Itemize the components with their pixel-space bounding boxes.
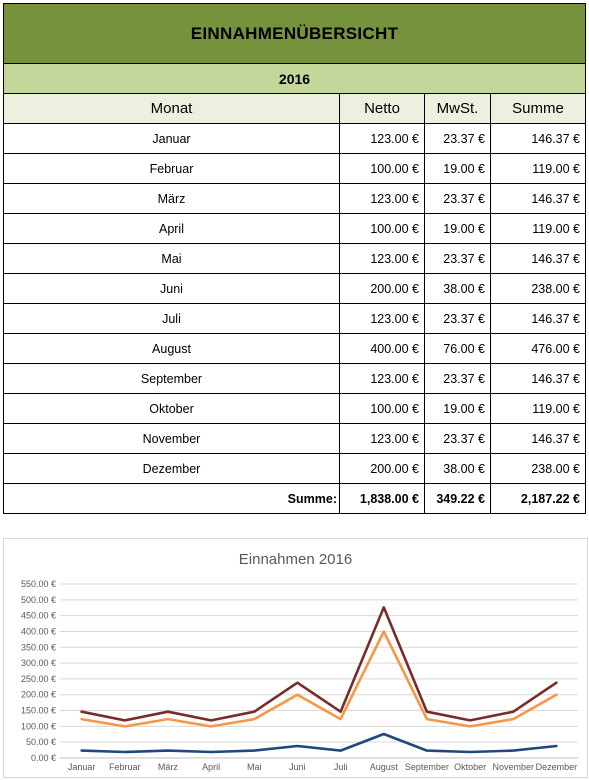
- cell-net[interactable]: 123.00 €: [340, 424, 425, 454]
- y-tick-label: 100.00 €: [20, 721, 56, 732]
- y-tick-label: 50.00 €: [25, 737, 56, 748]
- table-row: [4, 394, 586, 424]
- x-tick-label: Juli: [333, 762, 348, 772]
- x-tick-label: März: [157, 762, 178, 772]
- table-row: [4, 334, 586, 364]
- table-title[interactable]: EINNAHMENÜBERSICHT: [4, 4, 586, 64]
- cell-sum[interactable]: 146.37 €: [491, 124, 586, 154]
- y-tick-label: 250.00 €: [20, 673, 56, 684]
- header-vat[interactable]: MwSt.: [425, 94, 491, 124]
- cell-sum[interactable]: 146.37 €: [491, 364, 586, 394]
- series-line-vat[interactable]: [82, 734, 557, 752]
- cell-sum[interactable]: 119.00 €: [491, 394, 586, 424]
- table-row: [4, 424, 586, 454]
- table-row: [4, 274, 586, 304]
- income-chart[interactable]: [3, 538, 588, 778]
- y-tick-label: 350.00 €: [20, 642, 56, 653]
- x-tick-label: August: [369, 762, 398, 772]
- cell-net[interactable]: 200.00 €: [340, 274, 425, 304]
- cell-sum[interactable]: 238.00 €: [491, 274, 586, 304]
- cell-month[interactable]: August: [4, 334, 340, 364]
- x-tick-label: Dezember: [535, 762, 578, 772]
- cell-month[interactable]: Juli: [4, 304, 340, 334]
- cell-vat[interactable]: 38.00 €: [425, 274, 491, 304]
- table-row: [4, 244, 586, 274]
- table-row: [4, 154, 586, 184]
- cell-month[interactable]: September: [4, 364, 340, 394]
- cell-month[interactable]: November: [4, 424, 340, 454]
- x-tick-label: Februar: [108, 762, 141, 772]
- cell-sum[interactable]: 238.00 €: [491, 454, 586, 484]
- cell-net[interactable]: 400.00 €: [340, 334, 425, 364]
- chart-title: Einnahmen 2016: [238, 551, 353, 568]
- cell-month[interactable]: Dezember: [4, 454, 340, 484]
- cell-vat[interactable]: 23.37 €: [425, 424, 491, 454]
- table-row: [4, 304, 586, 334]
- series-line-sum[interactable]: [82, 607, 557, 720]
- header-sum[interactable]: Summe: [491, 94, 586, 124]
- cell-net[interactable]: 123.00 €: [340, 124, 425, 154]
- cell-month[interactable]: Februar: [4, 154, 340, 184]
- y-tick-label: 400.00 €: [20, 626, 56, 637]
- cell-vat[interactable]: 19.00 €: [425, 154, 491, 184]
- x-tick-label: Juni: [289, 762, 306, 772]
- cell-sum[interactable]: 476.00 €: [491, 334, 586, 364]
- cell-sum[interactable]: 119.00 €: [491, 214, 586, 244]
- table-row: [4, 364, 586, 394]
- cell-month[interactable]: Oktober: [4, 394, 340, 424]
- x-tick-label: Oktober: [454, 762, 487, 772]
- x-tick-label: April: [202, 762, 221, 772]
- cell-vat[interactable]: 19.00 €: [425, 394, 491, 424]
- x-tick-label: Mai: [246, 762, 262, 772]
- y-tick-label: 300.00 €: [20, 658, 56, 669]
- y-tick-label: 150.00 €: [20, 705, 56, 716]
- cell-vat[interactable]: 23.37 €: [425, 304, 491, 334]
- header-month[interactable]: Monat: [4, 94, 340, 124]
- cell-net[interactable]: 123.00 €: [340, 304, 425, 334]
- cell-net[interactable]: 100.00 €: [340, 394, 425, 424]
- cell-vat[interactable]: 76.00 €: [425, 334, 491, 364]
- y-tick-label: 0.00 €: [30, 753, 56, 763]
- cell-month[interactable]: April: [4, 214, 340, 244]
- cell-month[interactable]: Juni: [4, 274, 340, 304]
- chart-plot: [4, 539, 587, 777]
- cell-sum[interactable]: 119.00 €: [491, 154, 586, 184]
- table-row: [4, 184, 586, 214]
- total-sum[interactable]: 2,187.22 €: [491, 484, 586, 514]
- total-label[interactable]: Summe:: [4, 484, 340, 514]
- header-row: [4, 94, 586, 124]
- y-tick-label: 450.00 €: [20, 610, 56, 621]
- cell-vat[interactable]: 38.00 €: [425, 454, 491, 484]
- cell-net[interactable]: 123.00 €: [340, 184, 425, 214]
- total-row: [4, 484, 586, 514]
- cell-net[interactable]: 200.00 €: [340, 454, 425, 484]
- year-row: [4, 64, 586, 94]
- y-tick-label: 550.00 €: [20, 579, 56, 589]
- x-tick-label: November: [492, 762, 535, 772]
- y-tick-label: 500.00 €: [20, 594, 56, 605]
- total-net[interactable]: 1,838.00 €: [340, 484, 425, 514]
- cell-net[interactable]: 100.00 €: [340, 154, 425, 184]
- cell-vat[interactable]: 23.37 €: [425, 244, 491, 274]
- x-tick-label: September: [404, 762, 449, 772]
- cell-vat[interactable]: 23.37 €: [425, 124, 491, 154]
- cell-month[interactable]: Januar: [4, 124, 340, 154]
- cell-sum[interactable]: 146.37 €: [491, 424, 586, 454]
- x-tick-label: Januar: [67, 762, 96, 772]
- cell-month[interactable]: März: [4, 184, 340, 214]
- cell-vat[interactable]: 23.37 €: [425, 184, 491, 214]
- cell-sum[interactable]: 146.37 €: [491, 304, 586, 334]
- income-table: [3, 3, 586, 514]
- cell-net[interactable]: 123.00 €: [340, 364, 425, 394]
- header-net[interactable]: Netto: [340, 94, 425, 124]
- cell-vat[interactable]: 19.00 €: [425, 214, 491, 244]
- y-tick-label: 200.00 €: [20, 689, 56, 700]
- table-row: [4, 124, 586, 154]
- cell-sum[interactable]: 146.37 €: [491, 244, 586, 274]
- cell-net[interactable]: 100.00 €: [340, 214, 425, 244]
- cell-vat[interactable]: 23.37 €: [425, 364, 491, 394]
- cell-month[interactable]: Mai: [4, 244, 340, 274]
- table-row: [4, 454, 586, 484]
- cell-sum[interactable]: 146.37 €: [491, 184, 586, 214]
- table-year[interactable]: 2016: [4, 64, 586, 94]
- total-vat[interactable]: 349.22 €: [425, 484, 491, 514]
- cell-net[interactable]: 123.00 €: [340, 244, 425, 274]
- title-row: [4, 4, 586, 64]
- table-row: [4, 214, 586, 244]
